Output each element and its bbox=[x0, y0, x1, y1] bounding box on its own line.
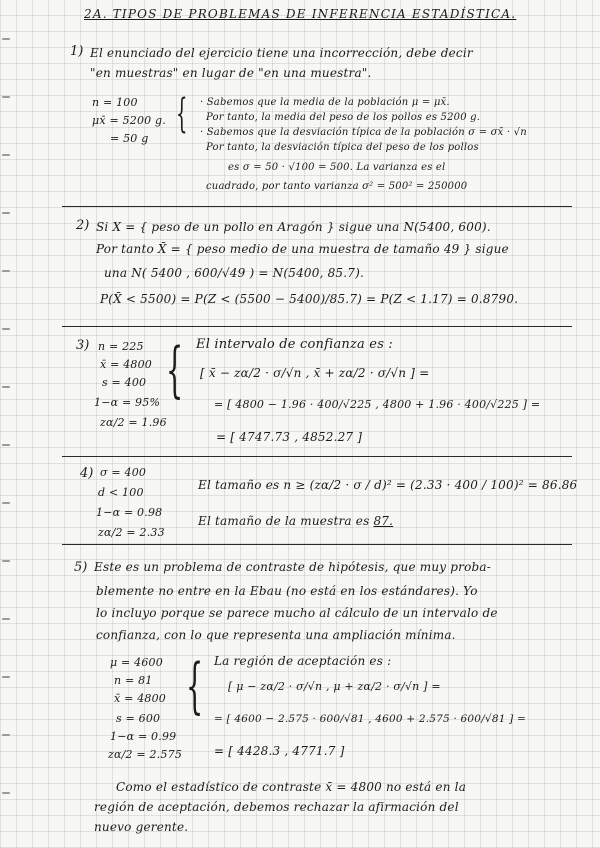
problem-3-line-4: = [ 4747.73 , 4852.27 ] bbox=[216, 430, 363, 444]
problem-5-number: 5) bbox=[74, 560, 88, 575]
binder-hole bbox=[2, 212, 10, 214]
binder-hole bbox=[2, 618, 10, 620]
problem-4-line-1: El tamaño es n ≥ (zα/2 · σ / d)² = (2.33 · 400 / 100)² = 86.86 bbox=[198, 478, 578, 492]
problem-5-line-4: confianza, con lo que representa una ampliación mínima. bbox=[96, 628, 456, 642]
problem-5-line-1: Este es un problema de contraste de hipótesis, que muy proba- bbox=[94, 560, 492, 574]
binder-hole bbox=[2, 502, 10, 504]
binder-hole bbox=[2, 560, 10, 562]
problem-3-data-confidence: 1−α = 95% bbox=[94, 396, 161, 409]
binder-hole bbox=[2, 386, 10, 388]
problem-5-conclusion-2: región de aceptación, debemos rechazar la afirmación del bbox=[94, 800, 459, 814]
problem-1-number: 1) bbox=[70, 44, 84, 59]
binder-hole bbox=[2, 676, 10, 678]
problem-4-data-d: d < 100 bbox=[98, 486, 144, 499]
problem-1-line-2: "en muestras" en lugar de "en una muestra". bbox=[90, 66, 372, 80]
problem-2-line-2: Por tanto X̄ = { peso medio de una muestra de tamaño 49 } sigue bbox=[96, 242, 509, 256]
problem-3-line-3: = [ 4800 − 1.96 · 400/√225 , 4800 + 1.96 · 400/√225 ] = bbox=[214, 398, 541, 411]
problem-3-line-2: [ x̄ − zα/2 · σ/√n , x̄ + zα/2 · σ/√n ] = bbox=[200, 366, 430, 380]
problem-5-region-2: [ μ − zα/2 · σ/√n , μ + zα/2 · σ/√n ] = bbox=[228, 680, 441, 693]
problem-5-data-mean: x̄ = 4800 bbox=[114, 692, 167, 705]
binder-hole bbox=[2, 270, 10, 272]
problem-2-number: 2) bbox=[76, 218, 90, 233]
problem-1-data-mean: μx̄ = 5200 g. bbox=[92, 114, 166, 127]
problem-1-reason-3: · Sabemos que la desviación típica de la población σ = σx̄ · √n bbox=[200, 127, 527, 138]
problem-5-data-mu: μ = 4600 bbox=[110, 656, 163, 669]
problem-4-line-2-text: El tamaño de la muestra es bbox=[198, 514, 374, 528]
brace-icon: { bbox=[186, 651, 204, 721]
problem-5-conclusion-1: Como el estadístico de contraste x̄ = 4800 no está en la bbox=[116, 780, 467, 794]
problem-5-region-3: = [ 4600 − 2.575 · 600/√81 , 4600 + 2.575 · 600/√81 ] = bbox=[214, 713, 526, 725]
problem-5-data-s: s = 600 bbox=[116, 712, 161, 725]
problem-5-line-2: blemente no entre en la Ebau (no está en los estándares). Yo bbox=[96, 584, 478, 598]
binder-hole bbox=[2, 154, 10, 156]
brace-icon: { bbox=[176, 91, 188, 137]
problem-4-data-z: zα/2 = 2.33 bbox=[98, 526, 165, 539]
binder-hole bbox=[2, 444, 10, 446]
problem-1-line-1: El enunciado del ejercicio tiene una incorrección, debe decir bbox=[90, 46, 473, 60]
problem-3-line-1: El intervalo de confianza es : bbox=[196, 337, 393, 352]
binder-hole bbox=[2, 38, 10, 40]
problem-1-reason-6: cuadrado, por tanto varianza σ² = 500² = 250000 bbox=[206, 181, 468, 192]
problem-3-data-s: s = 400 bbox=[102, 376, 147, 389]
problem-5-region-4: = [ 4428.3 , 4771.7 ] bbox=[214, 744, 345, 758]
binder-holes bbox=[0, 0, 14, 848]
section-divider bbox=[62, 206, 572, 207]
problem-4-line-2 bbox=[198, 514, 393, 528]
binder-hole bbox=[2, 734, 10, 736]
binder-hole bbox=[2, 792, 10, 794]
problem-1-reason-4: Por tanto, la desviación típica del peso de los pollos bbox=[206, 142, 479, 153]
problem-2-line-1: Si X = { peso de un pollo en Aragón } sigue una N(5400, 600). bbox=[96, 220, 491, 234]
section-divider bbox=[62, 544, 572, 545]
problem-5-data-z: zα/2 = 2.575 bbox=[108, 748, 183, 761]
problem-5-data-confidence: 1−α = 0.99 bbox=[110, 730, 177, 743]
page-title: 2A. TIPOS DE PROBLEMAS DE INFERENCIA ESTADÍSTICA. bbox=[84, 7, 517, 21]
problem-5-data-n: n = 81 bbox=[114, 674, 153, 687]
problem-5-line-3: lo incluyo porque se parece mucho al cálculo de un intervalo de bbox=[96, 606, 498, 620]
problem-1-reason-2: Por tanto, la media del peso de los pollos es 5200 g. bbox=[206, 112, 481, 123]
problem-5-conclusion-3: nuevo gerente. bbox=[94, 820, 189, 834]
problem-3-number: 3) bbox=[76, 338, 90, 353]
problem-1-reason-1: · Sabemos que la media de la población μ = μx̄. bbox=[200, 97, 450, 108]
problem-4-data-confidence: 1−α = 0.98 bbox=[96, 506, 163, 519]
problem-1-data-n: n = 100 bbox=[92, 96, 138, 109]
problem-2-line-3: una N( 5400 , 600/√49 ) = N(5400, 85.7). bbox=[104, 266, 365, 280]
problem-3-data-mean: x̄ = 4800 bbox=[100, 358, 153, 371]
binder-hole bbox=[2, 96, 10, 98]
problem-5-region-1: La región de aceptación es : bbox=[214, 654, 392, 668]
problem-1-reason-5: es σ = 50 · √100 = 500. La varianza es el bbox=[228, 162, 446, 173]
brace-icon: { bbox=[166, 335, 184, 405]
section-divider bbox=[62, 456, 572, 457]
problem-1-data-sd: = 50 g bbox=[110, 132, 149, 145]
problem-4-number: 4) bbox=[80, 466, 94, 481]
problem-3-data-z: zα/2 = 1.96 bbox=[100, 416, 167, 429]
problem-3-data-n: n = 225 bbox=[98, 340, 144, 353]
problem-2-line-4: P(X̄ < 5500) = P(Z < (5500 − 5400)/85.7) = P(Z < 1.17) = 0.8790. bbox=[100, 292, 519, 306]
section-divider bbox=[62, 326, 572, 327]
binder-hole bbox=[2, 328, 10, 330]
problem-4-answer: 87. bbox=[373, 514, 394, 528]
problem-4-data-sigma: σ = 400 bbox=[100, 466, 147, 479]
